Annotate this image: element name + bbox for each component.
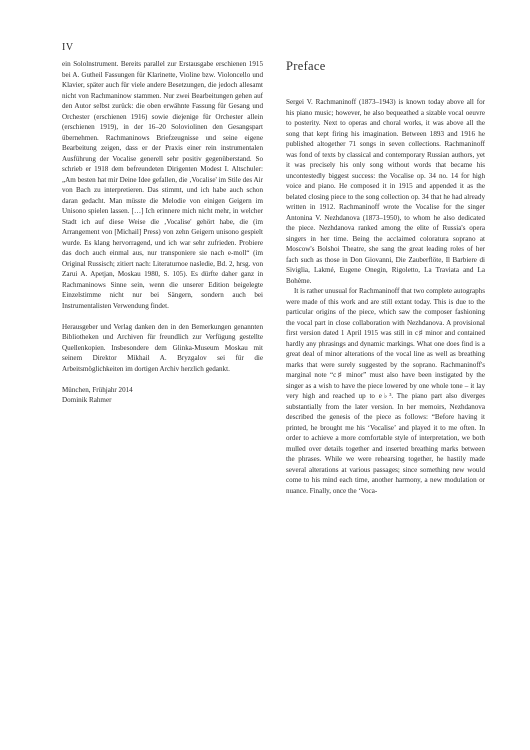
signature-place-date: München, Frühjahr 2014 <box>62 385 133 394</box>
english-column <box>286 97 485 496</box>
signature-author: Dominik Rahmer <box>62 396 112 404</box>
english-paragraph-1: Sergei V. Rachmaninoff (1873–1943) is known today above all for his piano music; however, he also bequeathed a sizable vocal oeuvre to posterity. Next to operas and choral works, it was above all the song that kept firing his imagination. Between 1893 and 1916 he published altogether 71 songs in seven collections. Rachmaninoff was fond of texts by classical and contemporary Russian authors, yet it was precisely his only song without words that became his uncontestedly biggest success: the Vocalise op. 34 no. 14 for high voice and piano. He composed it in 1915 and appended it as the belated closing piece to the song collection op. 34 that he had already written in 1912. Rachmaninoff wrote the Vocalise for the singer Antonina V. Nezhdanova (1873–1950), to whom he also dedicated the piece. Nezhdanova ranked among the elite of Russia's opera singers in her time. Being the acclaimed coloratura soprano at Moscow's Bolshoi Theatre, she sang the great leading roles of her fach such as those in Don Giovanni, Die Zauberflöte, Il Barbiere di Siviglia, Lakmé, Eugene Onegin, Rigoletto, La Traviata and La Bohème. <box>286 98 485 285</box>
preface-heading: Preface <box>286 59 326 73</box>
page-number: IV <box>62 42 74 53</box>
german-paragraph-1: ein Sololnstrument. Bereits parallel zur Erstausgabe erschienen 1915 bei A. Gutheil Fassungen für Klarinette, Violine bzw. Violoncello und Klavier, später auch für viele andere Besetzungen, die jedoch allesamt nicht von Rachmaninow stammen. Nur zwei Bearbeitungen gehen auf den Autor selbst zurück: die oben erwähnte Fassung für Gesang und Orchester (erschienen 1916) sowie diejenige für Orchester allein (erschienen 1919), in der 16–20 Soloviolinen den Gesangspart übernehmen. Rachmaninows Briefzeugnisse und seine eigene Bearbeitung zeigen, dass er der Praxis einer rein instrumentalen Ausführung der Vocalise generell sehr positiv gegenüberstand. So schrieb er 1918 dem befreundeten Dirigenten Modest I. Altschuler: „Am besten hat mir Deine Idee gefallen, die ‚Vocalise' im Stile des Air von Bach zu interpretieren. Das stimmt, und ich habe auch schon daran gedacht. Man müsste die Melodie von einigen Geigern im Unisono spielen lassen. […] Ich erinnere mich nicht mehr, in welcher Stadt ich auf diese Weise die ‚Vocalise' gehört habe, die (im Arrangement von [Michail] Press) von zehn Geigern unisono gespielt wurde. Es klang hervorragend, und ich war sehr zufrieden. Probiere das doch auch einmal aus, nur transponiere sie nach e-moll“ (im Original Russisch; zitiert nach: Literaturnoe nasledie, Bd. 2, hrsg. von Zarui A. Apetjan, Moskau 1980, S. 105). Es dürfte daher ganz in Rachmaninows Sinne sein, wenn die unserer Edition beigelegte Einzelstimme nicht nur bei Sängern, sondern auch bei Instrumentalisten Verwendung findet. <box>62 60 263 310</box>
german-paragraph-2: Herausgeber und Verlag danken den in den Bemerkungen genannten Bibliotheken und Archiven für freundlich zur Verfügung gestellte Quellenkopien. Insbesondere dem Glinka-Museum Moskau mit seinem Direktor Mikhail A. Bryzgalov sei für die Arbeitsmöglichkeiten im dortigen Archiv herzlich gedankt. <box>62 322 263 373</box>
english-paragraph-2: It is rather unusual for Rachmaninoff that two complete autographs were made of this work and are still extant today. This is due to the particular origins of the piece, which saw the composer fashioning the vocal part in close collaboration with Nezhdanova. A provisional first version dated 1 April 1915 was still in c♯ minor and contained hardly any phrasings and dynamic markings. What one does find is a great deal of minor alterations of the vocal line as well as breathing marks that were surely suggested by the soprano. Rachmaninoff's marginal note “c♯ minor” must also have been instigated by the singer as a wish to have the piece lowered by one whole tone – it lay very high and reached up to e♭³. The piano part also diverges substantially from the later version. In her memoirs, Nezhdanova described the genesis of the piece as follows: “Before having it printed, he brought me his ‘Vocalise’ and played it to me often. In order to achieve a more comfortable style of interpretation, we both mulled over details together and inserted breathing marks between the phrases. While we were rehearsing together, he hastily made several alterations at various passages; since something new would come to his mind each time, another harmony, a new modulation or nuance. Finally, once the ‘Voca- <box>286 287 485 495</box>
german-column <box>62 59 263 406</box>
